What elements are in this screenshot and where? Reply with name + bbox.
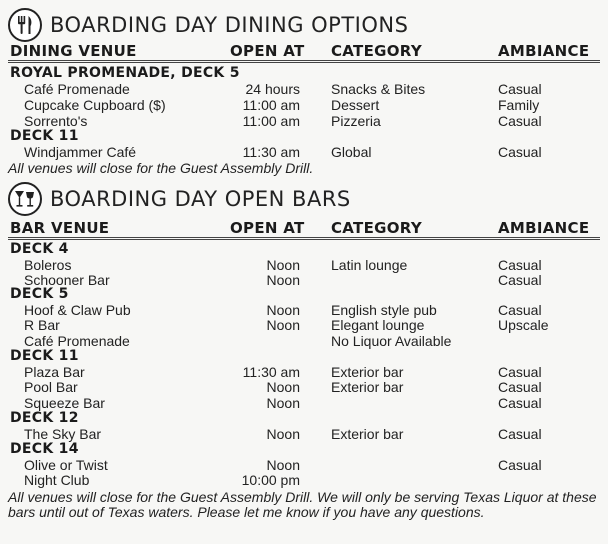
dining-note: All venues will close for the Guest Assembly Drill. (8, 160, 314, 176)
dining-open-header: OPEN AT (230, 42, 305, 60)
open-time: Noon (266, 395, 300, 411)
bar-open-header: OPEN AT (230, 219, 305, 237)
venue-name: Café Promenade (24, 333, 130, 349)
ambiance: Casual (498, 257, 542, 273)
deck-label: DECK 12 (10, 410, 79, 426)
deck-label: ROYAL PROMENADE, DECK 5 (10, 65, 240, 81)
dining-title: BOARDING DAY DINING OPTIONS (50, 13, 409, 37)
bar-ambiance-header: AMBIANCE (498, 219, 590, 237)
ambiance: Casual (498, 457, 542, 473)
open-time: Noon (266, 317, 300, 333)
category: Dessert (331, 97, 380, 113)
venue-name: Squeeze Bar (24, 395, 105, 411)
open-time: Noon (266, 426, 300, 442)
venue-name: Schooner Bar (24, 272, 110, 288)
dining-venue-header: DINING VENUE (10, 42, 137, 60)
open-time: Noon (266, 272, 300, 288)
venue-name: Olive or Twist (24, 457, 108, 473)
ambiance: Casual (498, 81, 542, 97)
ambiance: Family (498, 97, 540, 113)
venue-name: Boleros (24, 257, 72, 273)
bars-section-header (8, 182, 351, 216)
venue-name: Cupcake Cupboard ($) (24, 97, 166, 113)
open-time: Noon (266, 302, 300, 318)
category: Elegant lounge (331, 317, 425, 333)
ambiance: Casual (498, 144, 542, 160)
category: Snacks & Bites (331, 81, 426, 97)
deck-label: DECK 5 (10, 286, 69, 302)
ambiance: Casual (498, 113, 542, 129)
dining-category-header: CATEGORY (331, 42, 422, 60)
deck-label: DECK 11 (10, 348, 79, 364)
category: Exterior bar (331, 379, 404, 395)
open-time: 11:30 am (242, 144, 300, 160)
ambiance: Casual (498, 395, 542, 411)
deck-label: DECK 14 (10, 441, 79, 457)
ambiance: Casual (498, 272, 542, 288)
fork-knife-icon (8, 8, 42, 42)
open-time: 10:00 pm (241, 472, 300, 488)
ambiance: Casual (498, 302, 542, 318)
open-time: 11:00 am (242, 97, 300, 113)
bars-note: All venues will close for the Guest Assembly Drill. We will only be serving Texas Liquor at these bars until out of Texas waters. Please let me know if you have any questions. (8, 489, 597, 520)
bars-title: BOARDING DAY OPEN BARS (50, 187, 351, 211)
open-time: 11:30 am (242, 364, 300, 380)
ambiance: Casual (498, 426, 542, 442)
bar-venue-header: BAR VENUE (10, 219, 110, 237)
category: Latin lounge (331, 257, 408, 273)
open-time: Noon (266, 257, 300, 273)
venue-name: R Bar (24, 317, 60, 333)
venue-name: Pool Bar (24, 379, 78, 395)
ambiance: Casual (498, 364, 542, 380)
venue-name: Plaza Bar (24, 364, 85, 380)
dining-header-rule (8, 60, 600, 63)
dining-section-header (8, 8, 408, 42)
cocktail-glasses-icon (8, 182, 42, 216)
deck-label: DECK 4 (10, 241, 69, 257)
bar-category-header: CATEGORY (331, 219, 422, 237)
open-time: 11:00 am (242, 113, 300, 129)
venue-name: The Sky Bar (24, 426, 102, 442)
ambiance: Upscale (498, 317, 549, 333)
ambiance: Casual (498, 379, 542, 395)
open-time: Noon (266, 457, 300, 473)
venue-name: Hoof & Claw Pub (24, 302, 131, 318)
venue-name: Windjammer Café (24, 144, 137, 160)
open-time: 24 hours (245, 81, 300, 97)
venue-name: Sorrento's (24, 113, 88, 129)
category: Global (331, 144, 372, 160)
category: English style pub (331, 302, 437, 318)
open-time: Noon (266, 379, 300, 395)
category: Pizzeria (331, 113, 381, 129)
category: No Liquor Available (331, 333, 452, 349)
category: Exterior bar (331, 426, 404, 442)
category: Exterior bar (331, 364, 404, 380)
venue-name: Café Promenade (24, 81, 130, 97)
bars-header-rule (8, 237, 600, 240)
dining-ambiance-header: AMBIANCE (498, 42, 590, 60)
deck-label: DECK 11 (10, 128, 79, 144)
venue-name: Night Club (24, 472, 90, 488)
